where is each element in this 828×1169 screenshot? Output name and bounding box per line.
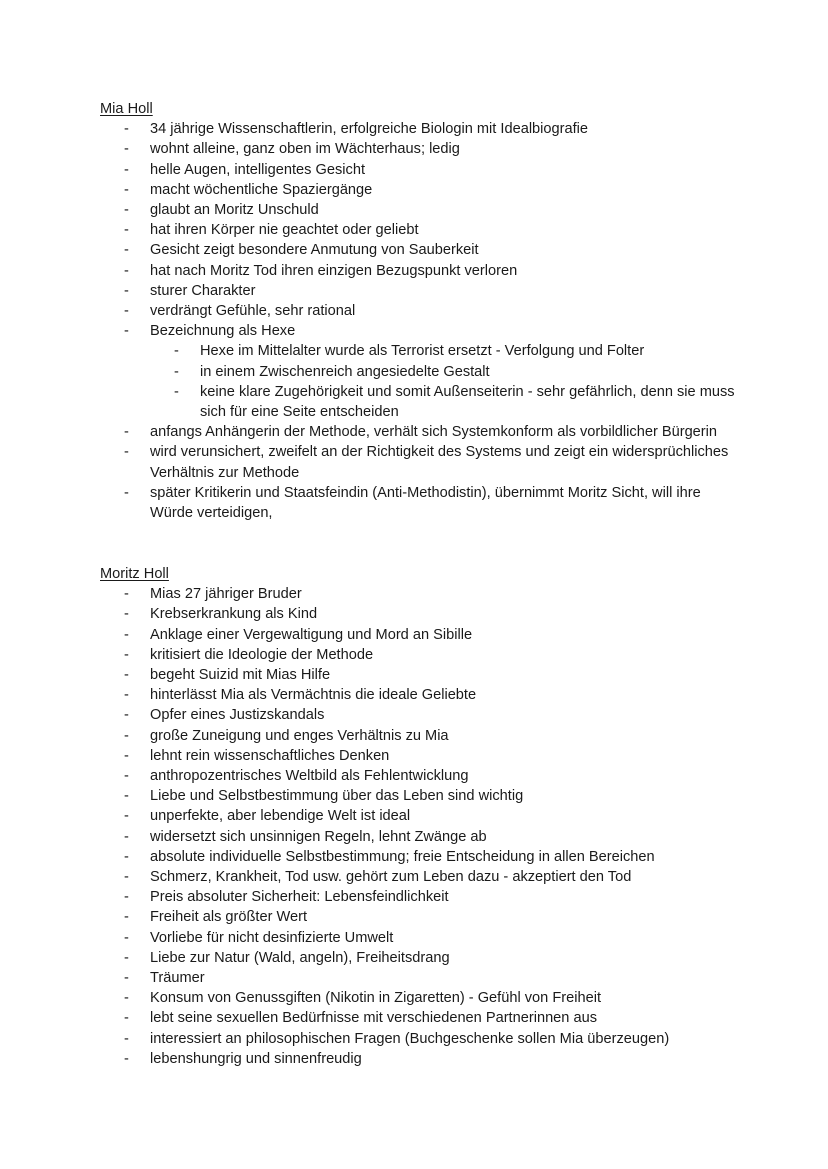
list-item-text: interessiert an philosophischen Fragen (Buchgeschenke sollen Mia überzeugen) xyxy=(150,1030,670,1047)
list-item xyxy=(100,786,740,806)
list-item xyxy=(100,625,740,645)
list-item xyxy=(100,665,740,685)
section-mia-holl xyxy=(100,99,740,523)
list-item-text: Liebe und Selbstbestimmung über das Leben sind wichtig xyxy=(150,788,524,805)
dash-bullet: - xyxy=(124,929,129,946)
list-item xyxy=(100,240,740,260)
list-item-text: hat ihren Körper nie geachtet oder geliebt xyxy=(150,222,419,239)
sub-list-item xyxy=(150,341,740,361)
list-item xyxy=(100,261,740,281)
list-item xyxy=(100,180,740,200)
list-item xyxy=(100,968,740,988)
list-item-text: anfangs Anhängerin der Methode, verhält sich Systemkonform als vorbildlicher Bürgerin xyxy=(150,424,718,441)
list-item-text: lebenshungrig und sinnenfreudig xyxy=(150,1050,362,1067)
list-item-text: Preis absoluter Sicherheit: Lebensfeindlichkeit xyxy=(150,889,449,906)
list-item-text: wohnt alleine, ganz oben im Wächterhaus; ledig xyxy=(150,141,460,158)
list-item xyxy=(100,988,740,1008)
list-item-text: große Zuneigung und enges Verhältnis zu Mia xyxy=(150,727,449,744)
dash-bullet: - xyxy=(124,808,129,825)
list-item-text: Krebserkrankung als Kind xyxy=(150,606,318,623)
list-item-text: macht wöchentliche Spaziergänge xyxy=(150,181,373,198)
list-item-text: Mias 27 jähriger Bruder xyxy=(150,586,302,603)
list-item xyxy=(100,281,740,301)
list-item xyxy=(100,928,740,948)
list-item-text: lebt seine sexuellen Bedürfnisse mit verschiedenen Partnerinnen aus xyxy=(150,1010,597,1027)
dash-bullet: - xyxy=(124,646,129,663)
dash-bullet: - xyxy=(174,383,179,400)
dash-bullet: - xyxy=(124,303,129,320)
dash-bullet: - xyxy=(174,343,179,360)
list-item xyxy=(100,887,740,907)
sub-list-item xyxy=(150,362,740,382)
list-item xyxy=(100,604,740,624)
list-item-text: Träumer xyxy=(150,970,205,987)
dash-bullet: - xyxy=(124,727,129,744)
list-item-text: später Kritikerin und Staatsfeindin (Anti-Methodistin), übernimmt Moritz Sicht, will ihre Würde verteidigen, xyxy=(150,484,701,522)
dash-bullet: - xyxy=(124,181,129,198)
dash-bullet: - xyxy=(124,889,129,906)
list-item-text: helle Augen, intelligentes Gesicht xyxy=(150,161,365,178)
section-heading-moritz: Moritz Holl xyxy=(100,566,169,582)
dash-bullet: - xyxy=(174,363,179,380)
list-item xyxy=(100,220,740,240)
list-item xyxy=(100,422,740,442)
list-item-text: wird verunsichert, zweifelt an der Richtigkeit des Systems und zeigt ein widersprüchliches Verhältnis zur Methode xyxy=(150,444,729,481)
sub-list-item-text: keine klare Zugehörigkeit und somit Außenseiterin - sehr gefährlich, denn sie muss sich für eine Seite entscheiden xyxy=(200,383,735,421)
list-item xyxy=(100,200,740,220)
list-item xyxy=(100,685,740,705)
dash-bullet: - xyxy=(124,707,129,724)
dash-bullet: - xyxy=(124,323,129,340)
sub-list-item-text: Hexe im Mittelalter wurde als Terrorist ersetzt - Verfolgung und Folter xyxy=(200,343,645,360)
dash-bullet: - xyxy=(124,788,129,805)
dash-bullet: - xyxy=(124,121,129,138)
list-item-text: anthropozentrisches Weltbild als Fehlentwicklung xyxy=(150,768,469,785)
dash-bullet: - xyxy=(124,606,129,623)
list-item xyxy=(100,867,740,887)
list-item xyxy=(100,139,740,159)
list-item-text: Opfer eines Justizskandals xyxy=(150,707,325,724)
list-item xyxy=(100,907,740,927)
list-item xyxy=(100,160,740,180)
dash-bullet: - xyxy=(124,747,129,764)
dash-bullet: - xyxy=(124,242,129,259)
dash-bullet: - xyxy=(124,586,129,603)
section-heading-mia: Mia Holl xyxy=(100,101,153,117)
list-item-text: Bezeichnung als Hexe xyxy=(150,323,296,340)
dash-bullet: - xyxy=(124,484,129,501)
dash-bullet: - xyxy=(124,909,129,926)
dash-bullet: - xyxy=(124,1050,129,1067)
list-item xyxy=(100,847,740,867)
list-item-text: Liebe zur Natur (Wald, angeln), Freiheitsdrang xyxy=(150,949,450,966)
list-item xyxy=(100,301,740,321)
list-item xyxy=(100,1049,740,1069)
list-item-text: sturer Charakter xyxy=(150,282,256,299)
list-item xyxy=(100,827,740,847)
list-item xyxy=(100,321,740,422)
list-item-text: verdrängt Gefühle, sehr rational xyxy=(150,303,356,320)
list-item xyxy=(100,1008,740,1028)
list-item-text: Vorliebe für nicht desinfizierte Umwelt xyxy=(150,929,394,946)
dash-bullet: - xyxy=(124,970,129,987)
dash-bullet: - xyxy=(124,1030,129,1047)
list-item xyxy=(100,645,740,665)
list-item xyxy=(100,119,740,139)
dash-bullet: - xyxy=(124,282,129,299)
dash-bullet: - xyxy=(124,828,129,845)
list-item xyxy=(100,483,740,523)
list-item xyxy=(100,806,740,826)
moritz-list xyxy=(100,584,740,1069)
dash-bullet: - xyxy=(124,262,129,279)
section-moritz-holl xyxy=(100,564,740,1069)
list-item xyxy=(100,705,740,725)
list-item xyxy=(100,442,740,482)
list-item xyxy=(100,948,740,968)
dash-bullet: - xyxy=(124,444,129,461)
list-item-text: 34 jährige Wissenschaftlerin, erfolgreiche Biologin mit Idealbiografie xyxy=(150,121,589,138)
list-item-text: Anklage einer Vergewaltigung und Mord an Sibille xyxy=(150,626,473,643)
list-item xyxy=(100,766,740,786)
list-item-text: kritisiert die Ideologie der Methode xyxy=(150,646,374,663)
list-item xyxy=(100,584,740,604)
dash-bullet: - xyxy=(124,667,129,683)
dash-bullet: - xyxy=(124,848,129,865)
dash-bullet: - xyxy=(124,687,129,704)
list-item-text: absolute individuelle Selbstbestimmung; freie Entscheidung in allen Bereichen xyxy=(150,848,655,865)
list-item-text: glaubt an Moritz Unschuld xyxy=(150,202,319,218)
list-item-text: unperfekte, aber lebendige Welt ist ideal xyxy=(150,808,411,825)
list-item-text: widersetzt sich unsinnigen Regeln, lehnt Zwänge ab xyxy=(150,828,487,845)
list-item-text: Schmerz, Krankheit, Tod usw. gehört zum Leben dazu - akzeptiert den Tod xyxy=(150,869,632,886)
list-item-text: lehnt rein wissenschaftliches Denken xyxy=(150,747,390,764)
sub-list-item-text: in einem Zwischenreich angesiedelte Gestalt xyxy=(200,363,490,380)
list-item-text: Gesicht zeigt besondere Anmutung von Sauberkeit xyxy=(150,242,479,259)
sub-list-item xyxy=(150,382,740,422)
dash-bullet: - xyxy=(124,768,129,785)
dash-bullet: - xyxy=(124,626,129,643)
list-item-text: Konsum von Genussgiften (Nikotin in Zigaretten) - Gefühl von Freiheit xyxy=(150,990,601,1007)
dash-bullet: - xyxy=(124,222,129,239)
hexe-sublist xyxy=(150,341,740,422)
dash-bullet: - xyxy=(124,1010,129,1027)
list-item-text: Freiheit als größter Wert xyxy=(150,909,308,926)
list-item-text: hinterlässt Mia als Vermächtnis die ideale Geliebte xyxy=(150,687,477,704)
dash-bullet: - xyxy=(124,161,129,178)
list-item xyxy=(100,746,740,766)
list-item-text: hat nach Moritz Tod ihren einzigen Bezugspunkt verloren xyxy=(150,262,518,279)
mia-list xyxy=(100,119,740,523)
list-item-text: begeht Suizid mit Mias Hilfe xyxy=(150,667,331,683)
dash-bullet: - xyxy=(124,990,129,1007)
list-item xyxy=(100,726,740,746)
dash-bullet: - xyxy=(124,949,129,966)
dash-bullet: - xyxy=(124,202,129,218)
dash-bullet: - xyxy=(124,424,129,441)
dash-bullet: - xyxy=(124,141,129,158)
dash-bullet: - xyxy=(124,869,129,886)
list-item xyxy=(100,1029,740,1049)
